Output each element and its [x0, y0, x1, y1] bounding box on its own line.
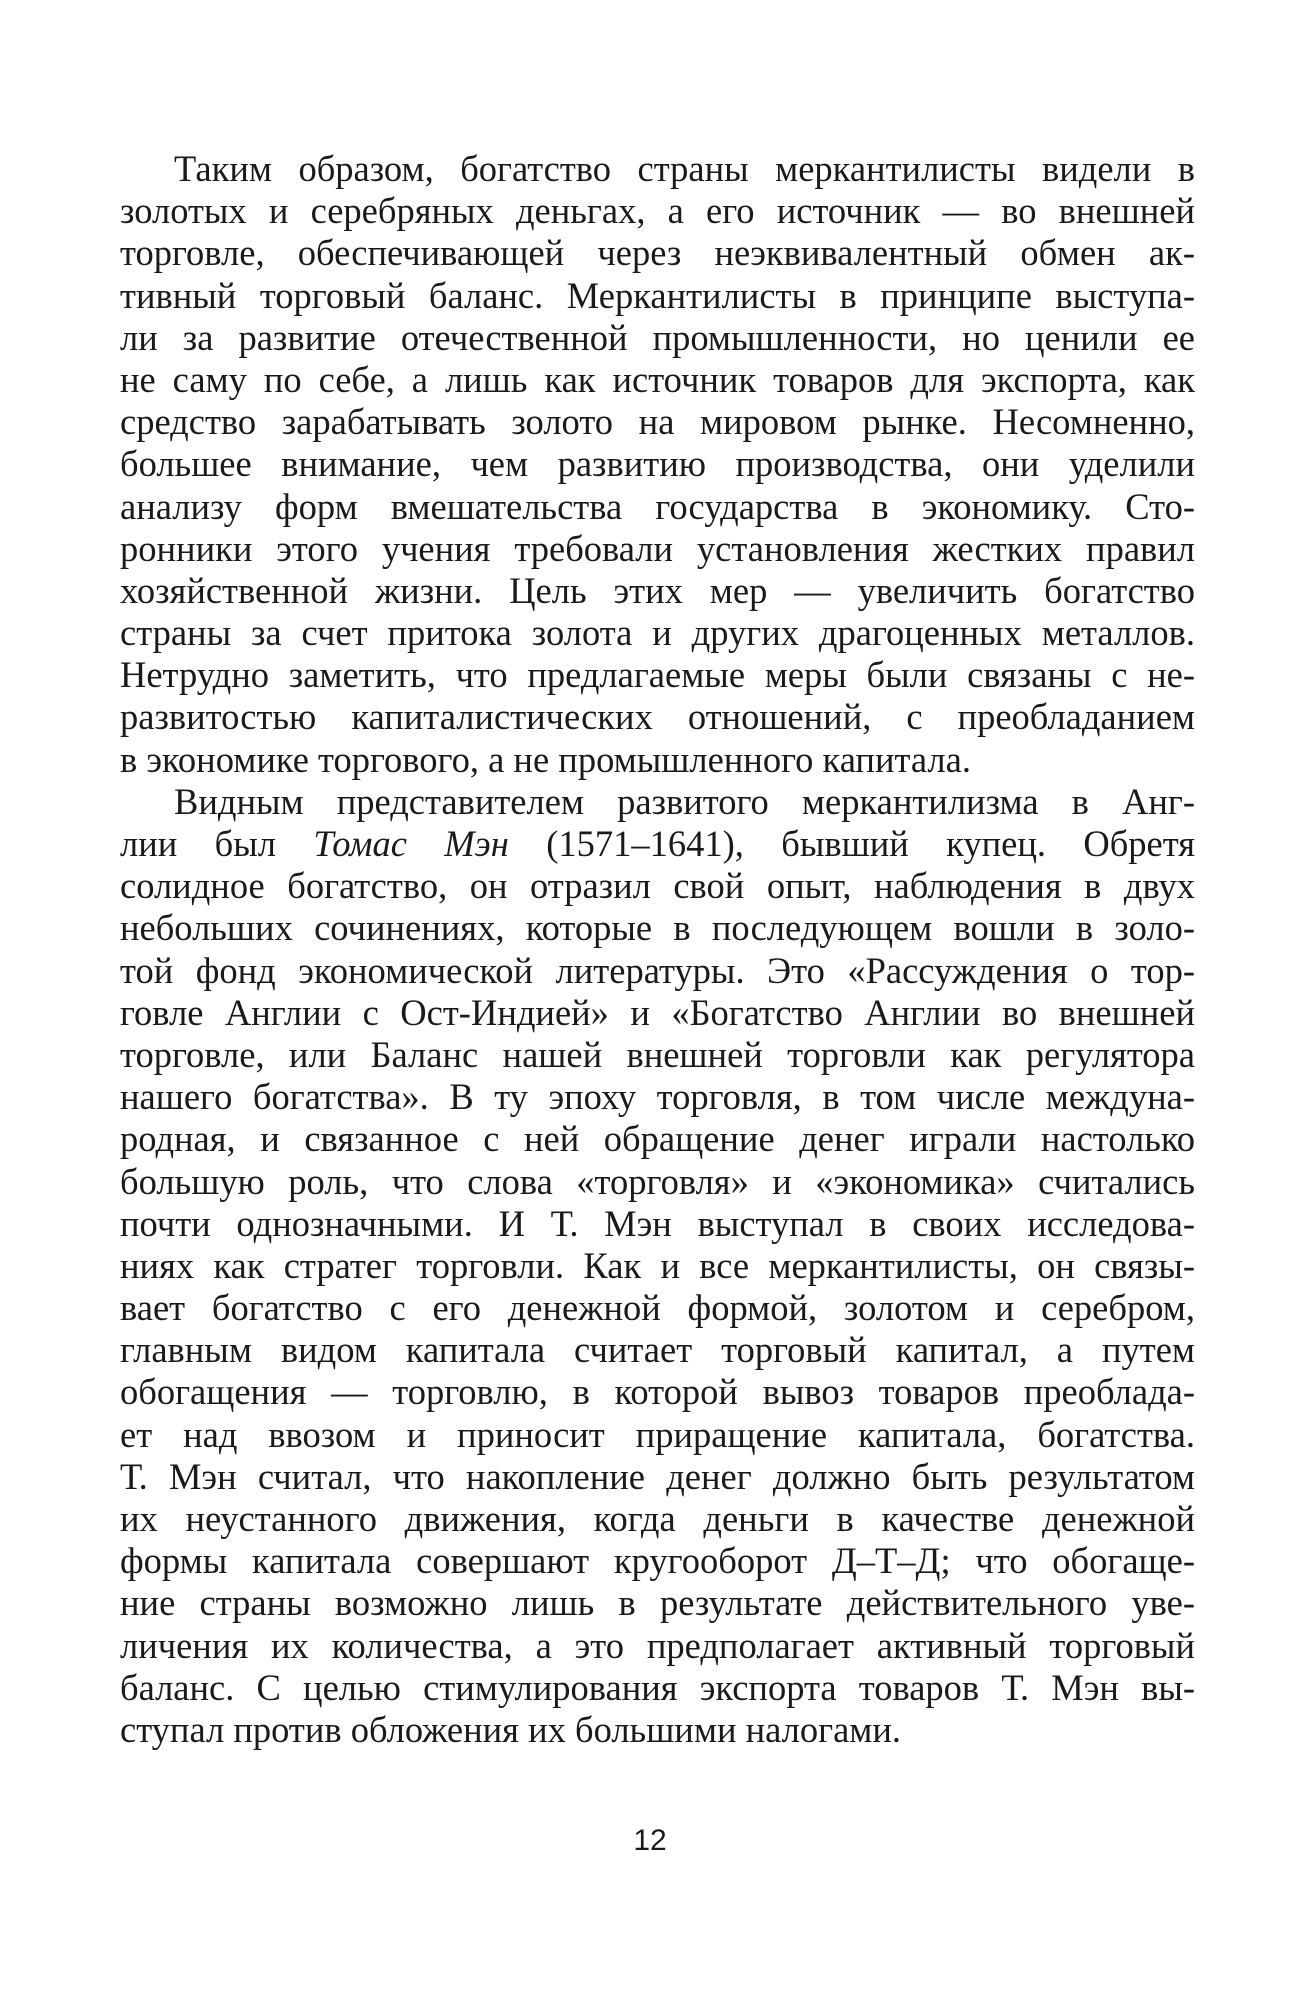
text-line: личения их количества, а это предполагает активный торговый	[120, 1624, 1195, 1666]
text-line: ли за развитие отечественной промышленности, но ценили ее	[120, 316, 1195, 358]
text-line: ет над ввозом и приносит приращение капитала, богатства.	[120, 1413, 1195, 1455]
text-line: Т. Мэн считал, что накопление денег должно быть результатом	[120, 1455, 1195, 1497]
text-line: Таким образом, богатство страны меркантилисты видели в	[174, 148, 1195, 189]
text-line: хозяйственной жизни. Цель этих мер — увеличить богатство	[120, 569, 1195, 611]
text-segment: (1571–1641), бывший купец. Обретя	[508, 823, 1195, 864]
text-line: ние страны возможно лишь в результате действительного уве-	[120, 1582, 1195, 1624]
text-line	[120, 823, 1195, 865]
text-line: небольших сочинениях, которые в последующем вошли в золо-	[120, 907, 1195, 949]
text-line: той фонд экономической литературы. Это «Рассуждения о тор-	[120, 949, 1195, 991]
text-line: обогащения — торговлю, в которой вывоз товаров преоблада-	[120, 1371, 1195, 1413]
text-line: ступал против обложения их большими налогами.	[120, 1708, 902, 1750]
text-line: нашего богатства». В ту эпоху торговля, в том числе междуна-	[120, 1076, 1195, 1118]
text-line: ронники этого учения требовали установления жестких правил	[120, 527, 1195, 569]
page-body	[120, 148, 1195, 1751]
text-line: баланс. С целью стимулирования экспорта товаров Т. Мэн вы-	[120, 1666, 1195, 1708]
text-segment: лии был	[120, 823, 314, 864]
paragraph-1	[120, 148, 1195, 781]
text-line: их неустанного движения, когда деньги в качестве денежной	[120, 1498, 1195, 1539]
text-line: главным видом капитала считает торговый капитал, а путем	[120, 1329, 1195, 1371]
text-line: большую роль, что слова «торговля» и «экономика» считались	[120, 1160, 1195, 1202]
text-line: большее внимание, чем развитию производства, они уделили	[120, 443, 1195, 485]
text-line: средство зарабатывать золото на мировом рынке. Несомненно,	[120, 401, 1195, 443]
text-line: почти однозначными. И Т. Мэн выступал в своих исследова-	[120, 1202, 1195, 1244]
text-line: золотых и серебряных деньгах, а его источник — во внешней	[120, 190, 1195, 232]
paragraph-2	[120, 781, 1195, 1751]
text-line: тивный торговый баланс. Меркантилисты в принципе выступа-	[120, 274, 1195, 316]
text-line: в экономике торгового, а не промышленного капитала.	[120, 738, 971, 780]
author-name-italic: Томас Мэн	[313, 823, 509, 864]
text-line: Нетрудно заметить, что предлагаемые меры были связаны с не-	[120, 654, 1195, 696]
text-line: ниях как стратег торговли. Как и все меркантилисты, он связы-	[120, 1244, 1195, 1286]
text-line: торговле, обеспечивающей через неэквивалентный обмен ак-	[120, 232, 1195, 274]
text-line: не саму по себе, а лишь как источник товаров для экспорта, как	[120, 358, 1195, 400]
text-line: анализу форм вмешательства государства в экономику. Сто-	[120, 485, 1195, 527]
text-line: страны за счет притока золота и других драгоценных металлов.	[120, 612, 1195, 654]
text-line: формы капитала совершают кругооборот Д–Т–Д; что обогаще-	[120, 1540, 1195, 1582]
text-line: Видным представителем развитого меркантилизма в Анг-	[174, 780, 1195, 822]
page-number: 12	[633, 1824, 667, 1857]
text-line: вает богатство с его денежной формой, золотом и серебром,	[120, 1287, 1195, 1329]
text-line: торговле, или Баланс нашей внешней торговли как регулятора	[120, 1033, 1195, 1075]
text-line: солидное богатство, он отразил свой опыт, наблюдения в двух	[120, 865, 1195, 907]
text-line: развитостью капиталистических отношений, с преобладанием	[120, 696, 1195, 738]
text-line: родная, и связанное с ней обращение денег играли настолько	[120, 1118, 1195, 1160]
text-line: говле Англии с Ост-Индией» и «Богатство Англии во внешней	[120, 991, 1195, 1033]
